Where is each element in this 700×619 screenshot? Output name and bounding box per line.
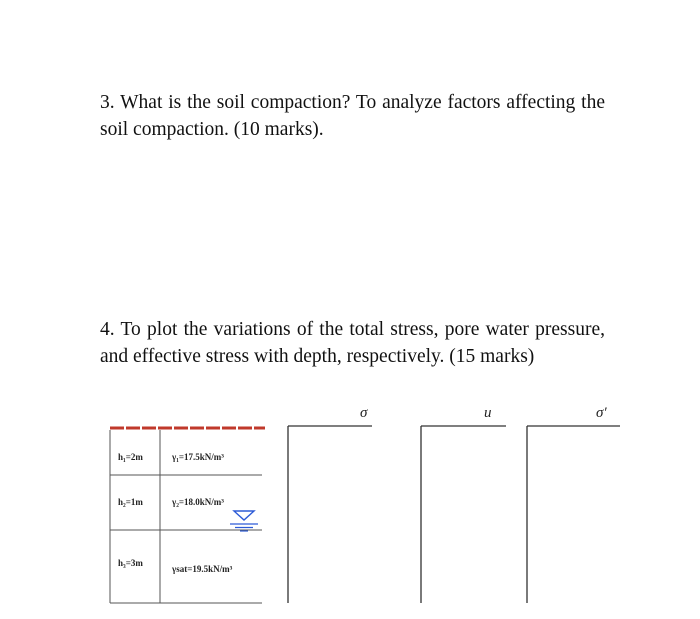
question-3-text: 3. What is the soil compaction? To analyze factors affecting the soil compaction. (10 marks). [100,92,605,140]
layer-3-thickness-label: h₃=3m [118,558,143,568]
total-stress-axes [288,426,372,603]
layer-1-unit-weight-label: γ₁=17.5kN/m³ [172,452,224,462]
layer-2-thickness-label: h₂=1m [118,497,143,507]
effective-stress-axes [527,426,620,603]
pore-pressure-symbol: u [484,405,492,421]
effective-stress-symbol: σ′ [596,405,607,421]
pore-pressure-axes [421,426,506,603]
layer-3-unit-weight-label: γsat=19.5kN/m³ [172,564,233,574]
layer-2-unit-weight-label: γ₂=18.0kN/m³ [172,497,224,507]
total-stress-symbol: σ [360,405,368,421]
water-table-symbol [230,511,258,531]
layer-1-thickness-label: h₁=2m [118,452,143,462]
question-4-text: 4. To plot the variations of the total stress, pore water pressure, and effective stress with depth, respectively. (15 marks) [100,319,605,367]
